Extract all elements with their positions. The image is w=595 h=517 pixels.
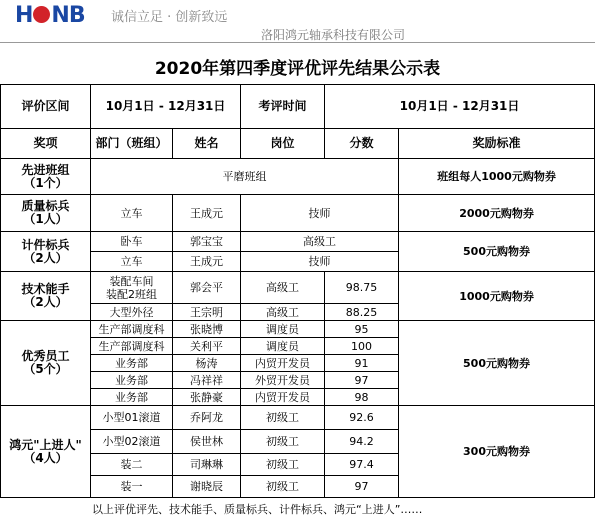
document-title: 2020年第四季度评优评先结果公示表 [154, 59, 441, 79]
company-name: 洛阳鸿元轴承科技有限公司 [261, 28, 406, 42]
excellent-name: 冯祥祥 [173, 372, 241, 389]
excellent-name: 杨涛 [173, 355, 241, 372]
progress-award: 300元购物券 [399, 406, 595, 498]
excellent-post: 内贸开发员 [241, 389, 325, 406]
quality-post: 技师 [241, 195, 399, 232]
col-award-type: 奖项 [1, 129, 91, 159]
metering-post: 高级工 [241, 232, 399, 252]
quality-award: 2000元购物券 [399, 195, 595, 232]
period-row [1, 85, 595, 129]
table-row [1, 159, 595, 195]
excellent-name: 关利平 [173, 338, 241, 355]
excellent-dept: 生产部调度科 [91, 338, 173, 355]
excellent-dept: 业务部 [91, 355, 173, 372]
col-dept: 部门（班组） [91, 129, 173, 159]
progress-name: 谢晓辰 [173, 476, 241, 498]
excellent-score: 95 [325, 321, 399, 338]
progress-score: 97 [325, 476, 399, 498]
eval-label: 评价区间 [1, 85, 91, 129]
skill-post: 高级工 [241, 272, 325, 304]
excellent-label: 优秀员工 （5个） [1, 321, 91, 406]
excellent-score: 98 [325, 389, 399, 406]
assess-value: 10月1日 - 12月31日 [325, 85, 595, 129]
excellent-post: 调度员 [241, 338, 325, 355]
progress-post: 初级工 [241, 454, 325, 476]
progress-post: 初级工 [241, 430, 325, 454]
metering-award: 500元购物券 [399, 232, 595, 272]
excellent-post: 内贸开发员 [241, 355, 325, 372]
progress-name: 乔阿龙 [173, 406, 241, 430]
metering-name: 王成元 [173, 252, 241, 272]
advanced-team-name: 平磨班组 [91, 159, 399, 195]
col-score: 分数 [325, 129, 399, 159]
skill-post: 高级工 [241, 304, 325, 321]
progress-post: 初级工 [241, 406, 325, 430]
assess-label: 考评时间 [241, 85, 325, 129]
table-row [1, 406, 595, 430]
quality-label: 质量标兵 （1人） [1, 195, 91, 232]
skill-score: 88.25 [325, 304, 399, 321]
progress-post: 初级工 [241, 476, 325, 498]
quality-name: 王成元 [173, 195, 241, 232]
progress-score: 97.4 [325, 454, 399, 476]
skill-dept: 大型外径 [91, 304, 173, 321]
skill-label: 技术能手 （2人） [1, 272, 91, 321]
metering-dept: 卧车 [91, 232, 173, 252]
col-standard: 奖励标准 [399, 129, 595, 159]
eval-value: 10月1日 - 12月31日 [91, 85, 241, 129]
advanced-team-label: 先进班组 （1个） [1, 159, 91, 195]
slogan: 诚信立足 · 创新致远 [111, 10, 228, 25]
progress-dept: 装一 [91, 476, 173, 498]
company-logo: H NB [15, 3, 85, 28]
metering-dept: 立车 [91, 252, 173, 272]
metering-name: 郭宝宝 [173, 232, 241, 252]
progress-score: 92.6 [325, 406, 399, 430]
footer-text: 以上评优评先、技术能手、质量标兵、计件标兵、鸿元“上进人”…… [92, 503, 423, 516]
excellent-award: 500元购物券 [399, 321, 595, 406]
excellent-dept: 业务部 [91, 372, 173, 389]
skill-name: 王宗明 [173, 304, 241, 321]
excellent-score: 91 [325, 355, 399, 372]
excellent-dept: 业务部 [91, 389, 173, 406]
progress-dept: 小型02滚道 [91, 430, 173, 454]
excellent-name: 张静豪 [173, 389, 241, 406]
advanced-team-award: 班组每人1000元购物券 [399, 159, 595, 195]
results-table [0, 84, 595, 498]
progress-dept: 小型01滚道 [91, 406, 173, 430]
skill-name: 郭会平 [173, 272, 241, 304]
progress-name: 司琳琳 [173, 454, 241, 476]
excellent-score: 100 [325, 338, 399, 355]
table-row [1, 321, 595, 338]
skill-award: 1000元购物券 [399, 272, 595, 321]
table-row [1, 232, 595, 252]
progress-score: 94.2 [325, 430, 399, 454]
footer-fragment [0, 503, 595, 516]
table-row [1, 195, 595, 232]
progress-name: 侯世林 [173, 430, 241, 454]
excellent-dept: 生产部调度科 [91, 321, 173, 338]
metering-post: 技师 [241, 252, 399, 272]
metering-label: 计件标兵 （2人） [1, 232, 91, 272]
progress-label: 鸿元"上进人" （4人） [1, 406, 91, 498]
excellent-post: 外贸开发员 [241, 372, 325, 389]
excellent-score: 97 [325, 372, 399, 389]
header-row [1, 129, 595, 159]
excellent-post: 调度员 [241, 321, 325, 338]
table-row [1, 272, 595, 304]
header-divider [0, 42, 595, 43]
col-post: 岗位 [241, 129, 325, 159]
quality-dept: 立车 [91, 195, 173, 232]
excellent-name: 张晓博 [173, 321, 241, 338]
skill-score: 98.75 [325, 272, 399, 304]
skill-dept: 装配车间 装配2班组 [91, 272, 173, 304]
letterhead [0, 0, 595, 44]
col-name: 姓名 [173, 129, 241, 159]
progress-dept: 装二 [91, 454, 173, 476]
